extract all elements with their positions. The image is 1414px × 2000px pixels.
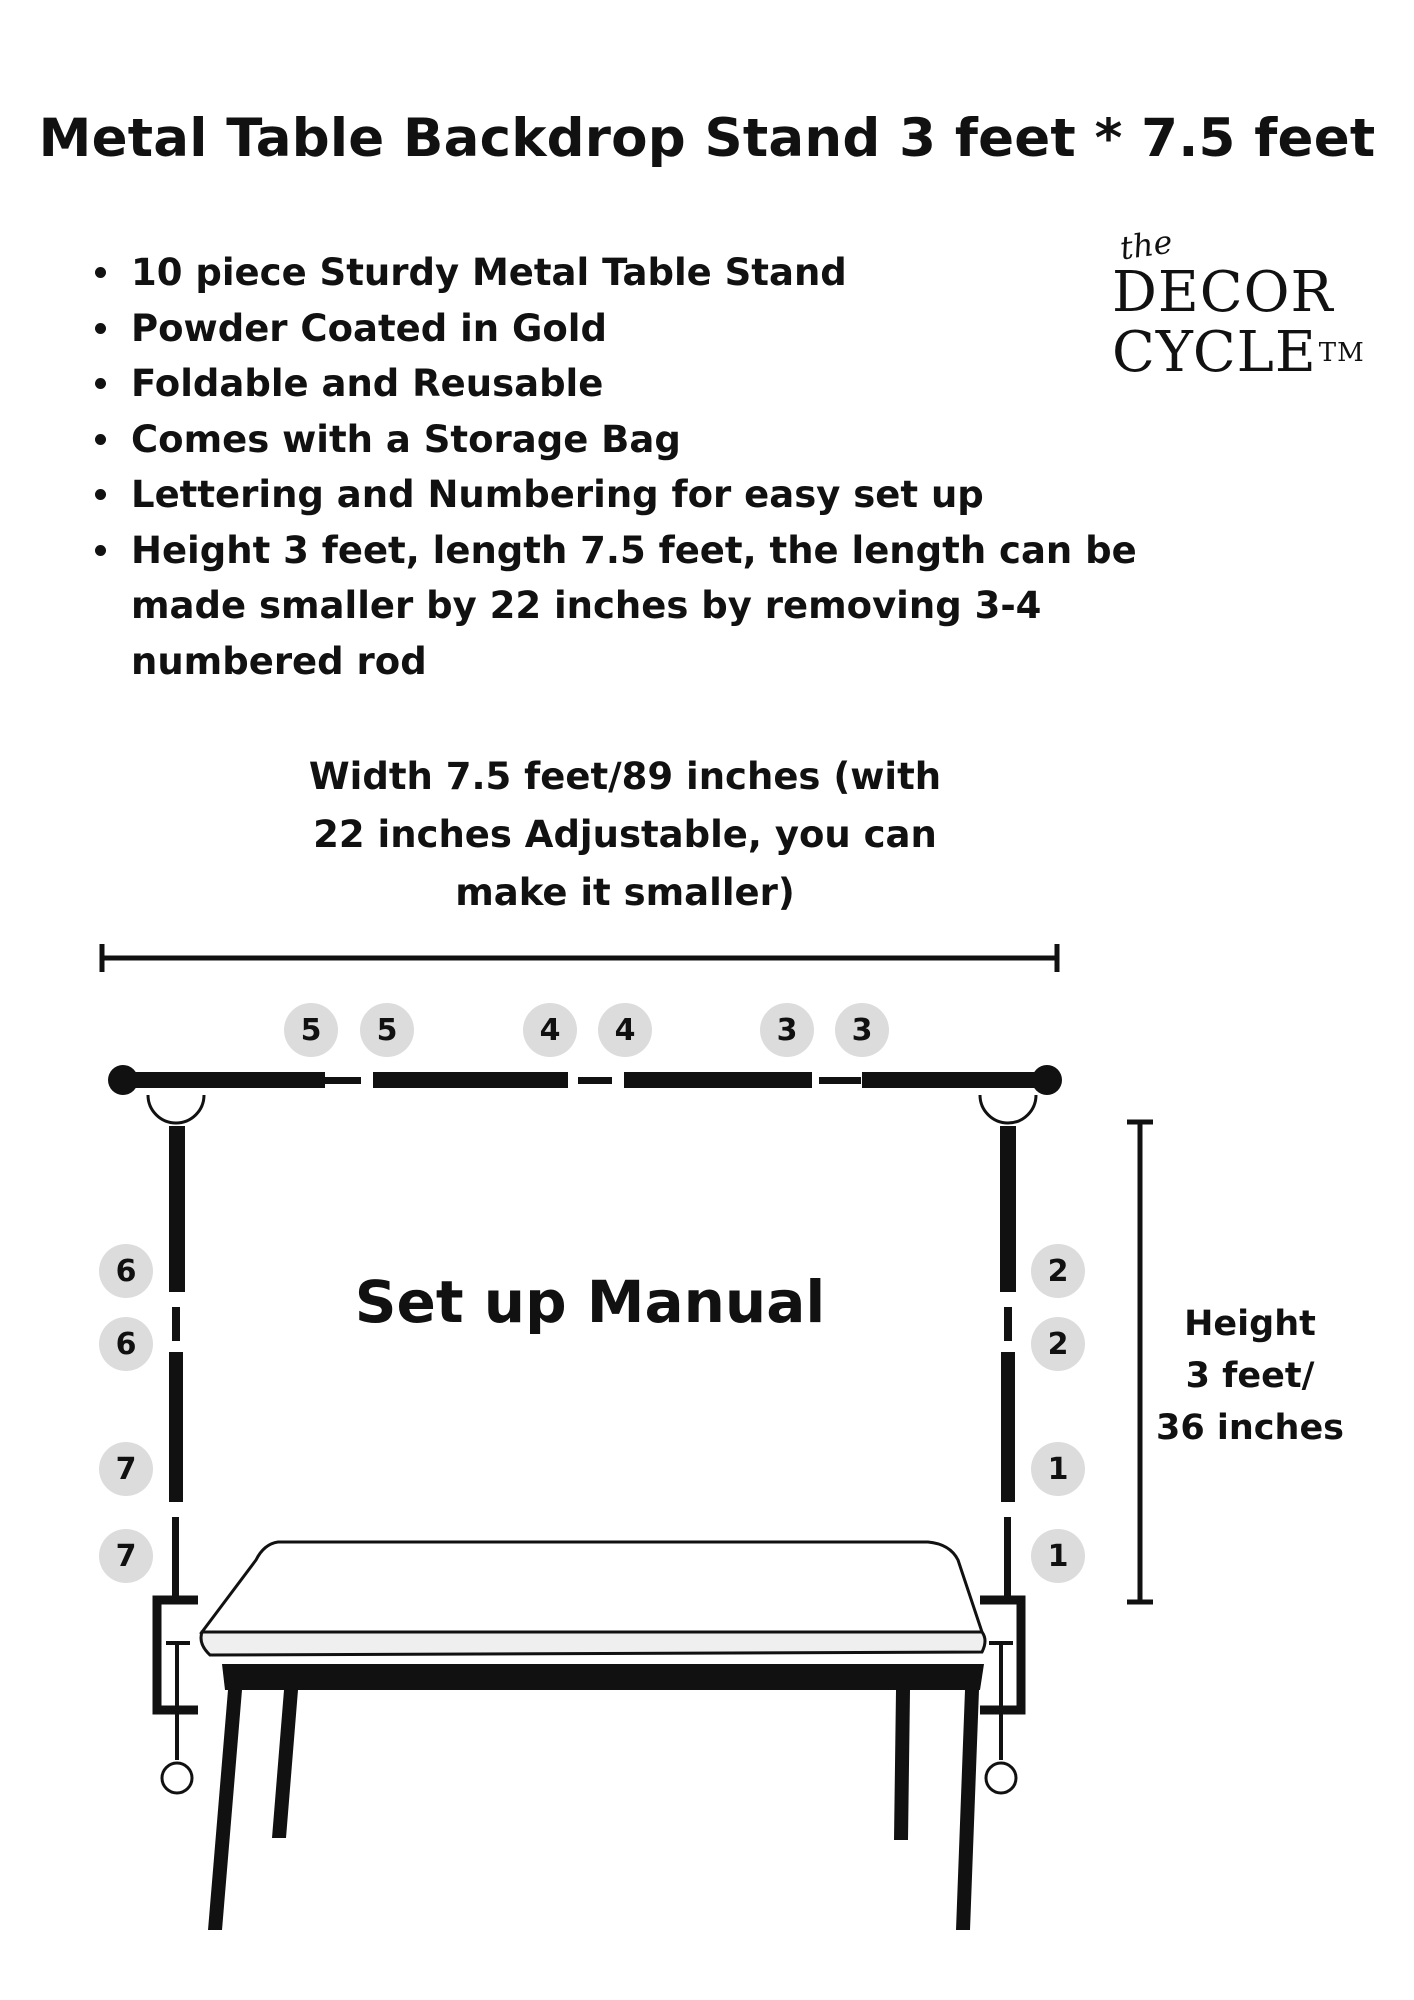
right-pole-badge: 2 [1031,1244,1085,1298]
right-pole-badge: 1 [1031,1442,1085,1496]
height-label-line: Height [1184,1304,1316,1344]
left-pole-badge: 7 [99,1442,153,1496]
top-rod-badge: 4 [598,1003,652,1057]
feature-item: Comes with a Storage Bag [95,412,1235,468]
logo-trademark: TM [1318,338,1365,368]
table-illustration [201,1542,985,1930]
logo-the: the [1117,222,1175,268]
width-label-line: make it smaller) [455,871,795,914]
left-pole-badge: 6 [99,1317,153,1371]
right-hook [980,1095,1036,1123]
logo-cycle-text: CYCLE [1112,320,1317,385]
top-rod-badge: 3 [760,1003,814,1057]
left-pole-badge: 7 [99,1529,153,1583]
feature-item: Lettering and Numbering for easy set up [95,467,1235,523]
left-pole [169,1126,185,1597]
feature-item: Foldable and Reusable [95,356,1235,412]
top-rod-badge: 5 [284,1003,338,1057]
height-label-line: 36 inches [1155,1408,1345,1448]
left-clamp [157,1600,198,1793]
width-dimension-line [102,944,1057,972]
height-label-line: 3 feet/ [1185,1356,1315,1396]
left-pole-badge: 6 [99,1244,153,1298]
feature-item: Powder Coated in Gold [95,301,1235,357]
height-label [1150,1298,1350,1454]
setup-manual-title: Set up Manual [354,1268,826,1336]
top-rod-badge: 4 [523,1003,577,1057]
top-rod [108,1065,1062,1095]
top-rod-badge: 5 [360,1003,414,1057]
page-title: Metal Table Backdrop Stand 3 feet * 7.5 feet [38,108,1376,169]
right-pole-badge: 1 [1031,1529,1085,1583]
width-label-line: Width 7.5 feet/89 inches (with [308,755,942,798]
feature-item: 10 piece Sturdy Metal Table Stand [95,245,1235,301]
left-hook [148,1095,204,1123]
right-pole-badge: 2 [1031,1317,1085,1371]
right-pole [1000,1126,1016,1597]
feature-item: Height 3 feet, length 7.5 feet, the length can be made smaller by 22 inches by removing 3-4 numbered rod [95,523,1235,690]
top-rod-badge: 3 [835,1003,889,1057]
logo-line-decor: DECOR [1112,260,1334,325]
right-clamp [980,1600,1021,1793]
width-label-line: 22 inches Adjustable, you can [313,813,937,856]
